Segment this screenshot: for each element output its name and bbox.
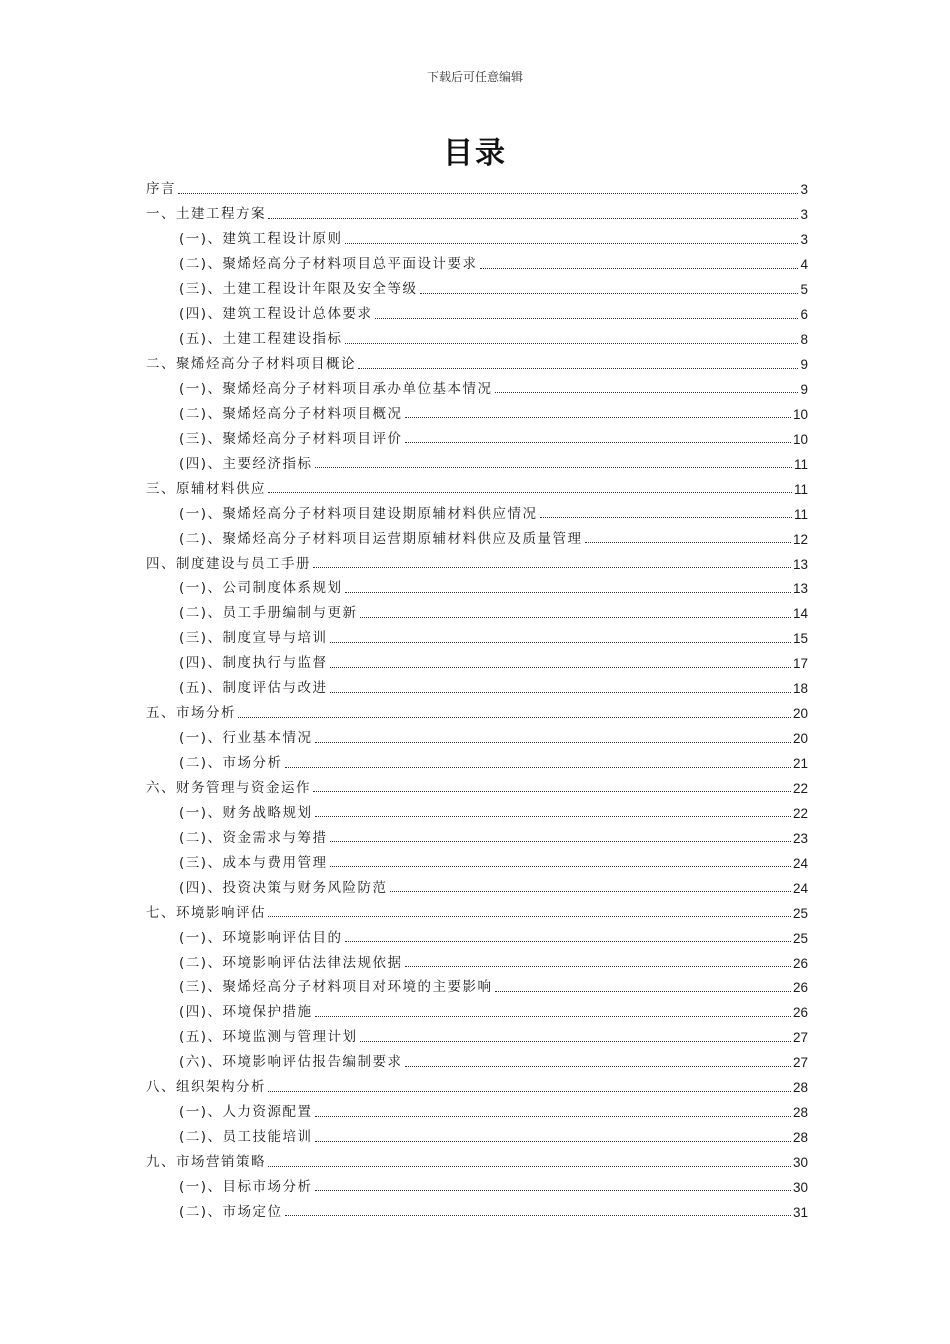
toc-entry-label: (一)、目标市场分析 bbox=[179, 1178, 313, 1195]
toc-leader-dots bbox=[268, 217, 798, 219]
toc-leader-dots bbox=[315, 741, 791, 743]
toc-entry[interactable] bbox=[146, 749, 808, 774]
toc-entry-page-number: 9 bbox=[800, 357, 808, 372]
toc-entry[interactable] bbox=[146, 1023, 808, 1048]
toc-leader-dots bbox=[495, 990, 791, 992]
toc-entry[interactable] bbox=[146, 574, 808, 599]
toc-entry[interactable] bbox=[146, 1197, 808, 1222]
toc-entry[interactable] bbox=[146, 1173, 808, 1198]
toc-entry-label: (六)、环境影响评估报告编制要求 bbox=[179, 1054, 403, 1071]
toc-entry-page-number: 12 bbox=[792, 531, 808, 547]
toc-leader-dots bbox=[268, 915, 791, 917]
toc-entry-page-number: 27 bbox=[792, 1030, 808, 1046]
toc-entry-label: (一)、聚烯烃高分子材料项目承办单位基本情况 bbox=[179, 380, 493, 397]
toc-entry-page-number: 20 bbox=[792, 731, 808, 747]
toc-entry[interactable] bbox=[146, 250, 808, 275]
toc-entry[interactable] bbox=[146, 649, 808, 674]
toc-entry[interactable] bbox=[146, 599, 808, 624]
toc-entry-label: (四)、制度执行与监督 bbox=[179, 655, 328, 672]
toc-entry-page-number: 31 bbox=[792, 1204, 808, 1220]
toc-entry-label: (二)、聚烯烃高分子材料项目总平面设计要求 bbox=[179, 256, 478, 273]
toc-leader-dots bbox=[330, 691, 791, 693]
toc-entry[interactable] bbox=[146, 549, 808, 574]
toc-entry-label: 一、土建工程方案 bbox=[146, 206, 266, 223]
toc-leader-dots bbox=[313, 566, 791, 568]
toc-leader-dots bbox=[315, 466, 792, 468]
toc-entry-page-number: 3 bbox=[800, 182, 808, 198]
toc-entry-page-number: 3 bbox=[800, 207, 808, 223]
toc-entry-label: (四)、主要经济指标 bbox=[179, 455, 313, 472]
toc-leader-dots bbox=[358, 367, 798, 369]
toc-entry[interactable] bbox=[146, 948, 808, 973]
toc-entry-label: 序言 bbox=[146, 181, 176, 198]
toc-leader-dots bbox=[495, 391, 799, 393]
toc-entry-page-number: 23 bbox=[792, 830, 808, 846]
page-title: 目录 bbox=[443, 136, 507, 171]
toc-entry[interactable] bbox=[146, 998, 808, 1023]
toc-leader-dots bbox=[345, 591, 791, 593]
toc-entry-page-number: 26 bbox=[792, 955, 808, 971]
toc-entry-label: (三)、土建工程设计年限及安全等级 bbox=[179, 281, 418, 298]
toc-leader-dots bbox=[405, 416, 791, 418]
toc-entry-page-number: 14 bbox=[792, 606, 808, 622]
toc-leader-dots bbox=[313, 790, 791, 792]
toc-entry-page-number: 24 bbox=[792, 880, 808, 896]
toc-entry-page-number: 25 bbox=[792, 930, 808, 946]
toc-entry-page-number: 5 bbox=[800, 282, 808, 298]
toc-entry-label: (一)、建筑工程设计原则 bbox=[179, 231, 343, 248]
toc-entry[interactable] bbox=[146, 798, 808, 823]
toc-leader-dots bbox=[345, 342, 799, 344]
toc-entry-page-number: 13 bbox=[792, 581, 808, 597]
toc-entry[interactable] bbox=[146, 1123, 808, 1148]
toc-entry[interactable] bbox=[146, 200, 808, 225]
toc-entry-page-number: 26 bbox=[792, 1005, 808, 1021]
toc-entry[interactable] bbox=[146, 1098, 808, 1123]
toc-entry-label: 二、聚烯烃高分子材料项目概论 bbox=[146, 356, 356, 372]
toc-leader-dots bbox=[585, 541, 791, 543]
toc-entry-label: 三、原辅材料供应 bbox=[146, 480, 266, 497]
toc-leader-dots bbox=[315, 1140, 791, 1142]
toc-leader-dots bbox=[268, 1165, 791, 1167]
toc-entry[interactable] bbox=[146, 674, 808, 699]
toc-entry[interactable] bbox=[146, 1148, 808, 1173]
toc-entry[interactable] bbox=[146, 1048, 808, 1073]
toc-entry[interactable] bbox=[146, 499, 808, 524]
toc-entry-page-number: 22 bbox=[792, 780, 808, 796]
toc-leader-dots bbox=[315, 1189, 791, 1191]
toc-leader-dots bbox=[315, 815, 791, 817]
toc-entry-page-number: 20 bbox=[792, 706, 808, 722]
toc-leader-dots bbox=[405, 1065, 791, 1067]
toc-leader-dots bbox=[285, 766, 791, 768]
page-header: 下载后可任意编辑 bbox=[426, 70, 523, 84]
toc-entry-page-number: 10 bbox=[792, 431, 808, 447]
toc-leader-dots bbox=[315, 1015, 791, 1017]
toc-leader-dots bbox=[330, 666, 791, 668]
toc-entry-page-number: 13 bbox=[792, 556, 808, 572]
toc-entry-page-number: 25 bbox=[792, 905, 808, 921]
toc-entry[interactable] bbox=[146, 375, 808, 400]
toc-entry[interactable] bbox=[146, 973, 808, 998]
toc-leader-dots bbox=[375, 317, 799, 319]
toc-entry-page-number: 17 bbox=[792, 656, 808, 672]
toc-entry-page-number: 6 bbox=[800, 307, 808, 323]
toc-leader-dots bbox=[238, 716, 791, 718]
toc-entry-label: (一)、财务战略规划 bbox=[179, 804, 313, 821]
toc-entry-label: (五)、制度评估与改进 bbox=[179, 680, 328, 697]
toc-entry-label: 五、市场分析 bbox=[146, 705, 236, 722]
toc-entry-page-number: 22 bbox=[792, 805, 808, 821]
toc-entry-label: (二)、聚烯烃高分子材料项目运营期原辅材料供应及质量管理 bbox=[179, 530, 583, 547]
toc-entry-label: (四)、投资决策与财务风险防范 bbox=[179, 879, 388, 896]
toc-leader-dots bbox=[268, 491, 792, 493]
toc-entry-page-number: 28 bbox=[792, 1080, 808, 1096]
toc-leader-dots bbox=[345, 242, 799, 244]
toc-entry-label: (一)、行业基本情况 bbox=[179, 730, 313, 747]
toc-leader-dots bbox=[480, 267, 799, 269]
toc-entry-label: 九、市场营销策略 bbox=[146, 1154, 266, 1170]
toc-entry[interactable] bbox=[146, 724, 808, 749]
toc-leader-dots bbox=[360, 616, 791, 618]
toc-leader-dots bbox=[405, 965, 791, 967]
table-of-contents bbox=[146, 175, 808, 1222]
toc-entry-page-number: 11 bbox=[793, 506, 808, 522]
toc-entry-page-number: 30 bbox=[792, 1179, 808, 1195]
toc-entry-page-number: 11 bbox=[793, 481, 808, 497]
toc-entry-page-number: 10 bbox=[792, 406, 808, 422]
toc-entry-page-number: 4 bbox=[800, 257, 808, 273]
toc-leader-dots bbox=[330, 641, 791, 643]
toc-entry-label: (三)、聚烯烃高分子材料项目评价 bbox=[179, 430, 403, 447]
toc-entry-label: 七、环境影响评估 bbox=[146, 904, 266, 921]
toc-entry-label: (二)、市场定位 bbox=[179, 1203, 283, 1220]
toc-entry-label: (二)、环境影响评估法律法规依据 bbox=[179, 954, 403, 971]
toc-leader-dots bbox=[178, 192, 798, 194]
toc-entry-page-number: 21 bbox=[792, 756, 808, 771]
toc-entry[interactable] bbox=[146, 350, 808, 375]
toc-leader-dots bbox=[360, 1040, 791, 1042]
toc-entry-page-number: 3 bbox=[800, 232, 808, 248]
toc-entry[interactable] bbox=[146, 449, 808, 474]
toc-entry-label: 八、组织架构分析 bbox=[146, 1079, 266, 1096]
toc-leader-dots bbox=[330, 865, 791, 867]
toc-entry-label: (一)、环境影响评估目的 bbox=[179, 929, 343, 946]
toc-entry[interactable] bbox=[146, 275, 808, 300]
toc-entry-label: (二)、市场分析 bbox=[179, 755, 283, 771]
toc-entry-page-number: 9 bbox=[800, 381, 808, 397]
toc-entry-label: (一)、公司制度体系规划 bbox=[179, 580, 343, 597]
toc-entry[interactable] bbox=[146, 699, 808, 724]
toc-entry[interactable] bbox=[146, 300, 808, 325]
toc-entry-label: (一)、聚烯烃高分子材料项目建设期原辅材料供应情况 bbox=[179, 505, 538, 522]
toc-entry-label: (二)、员工技能培训 bbox=[179, 1129, 313, 1146]
toc-entry-label: (五)、土建工程建设指标 bbox=[179, 331, 343, 348]
toc-entry-label: 六、财务管理与资金运作 bbox=[146, 779, 311, 796]
toc-entry-page-number: 28 bbox=[792, 1130, 808, 1146]
toc-entry[interactable] bbox=[146, 325, 808, 350]
toc-entry[interactable] bbox=[146, 474, 808, 499]
toc-entry[interactable] bbox=[146, 873, 808, 898]
toc-entry-page-number: 18 bbox=[792, 681, 808, 697]
toc-entry[interactable] bbox=[146, 624, 808, 649]
toc-entry-page-number: 11 bbox=[793, 456, 808, 472]
toc-entry[interactable] bbox=[146, 823, 808, 848]
toc-entry-label: (一)、人力资源配置 bbox=[179, 1104, 313, 1121]
toc-entry-label: (四)、建筑工程设计总体要求 bbox=[179, 306, 373, 323]
toc-entry-label: 四、制度建设与员工手册 bbox=[146, 555, 311, 572]
toc-entry-page-number: 24 bbox=[792, 855, 808, 871]
toc-entry-page-number: 15 bbox=[792, 631, 808, 647]
toc-entry[interactable] bbox=[146, 898, 808, 923]
toc-leader-dots bbox=[330, 840, 791, 842]
toc-entry[interactable] bbox=[146, 524, 808, 549]
toc-entry[interactable] bbox=[146, 1073, 808, 1098]
toc-leader-dots bbox=[268, 1090, 791, 1092]
toc-leader-dots bbox=[285, 1214, 791, 1216]
toc-entry[interactable] bbox=[146, 923, 808, 948]
toc-entry-page-number: 30 bbox=[792, 1155, 808, 1170]
toc-leader-dots bbox=[315, 1115, 791, 1117]
toc-entry[interactable] bbox=[146, 424, 808, 449]
toc-leader-dots bbox=[345, 940, 791, 942]
toc-entry-label: (五)、环境监测与管理计划 bbox=[179, 1029, 358, 1046]
toc-entry-label: (三)、制度宣导与培训 bbox=[179, 630, 328, 647]
toc-entry[interactable] bbox=[146, 225, 808, 250]
toc-entry-page-number: 27 bbox=[792, 1055, 808, 1071]
toc-leader-dots bbox=[390, 890, 791, 892]
toc-entry-label: (二)、资金需求与筹措 bbox=[179, 829, 328, 846]
toc-leader-dots bbox=[540, 516, 792, 518]
toc-entry-label: (二)、员工手册编制与更新 bbox=[179, 605, 358, 622]
toc-entry-label: (三)、聚烯烃高分子材料项目对环境的主要影响 bbox=[179, 979, 493, 996]
toc-entry-page-number: 26 bbox=[792, 980, 808, 996]
toc-entry[interactable] bbox=[146, 774, 808, 799]
toc-entry-page-number: 8 bbox=[800, 332, 808, 348]
toc-entry[interactable] bbox=[146, 399, 808, 424]
toc-entry-label: (三)、成本与费用管理 bbox=[179, 854, 328, 871]
toc-leader-dots bbox=[420, 292, 799, 294]
toc-entry-label: (二)、聚烯烃高分子材料项目概况 bbox=[179, 405, 403, 422]
toc-entry[interactable] bbox=[146, 848, 808, 873]
toc-entry-page-number: 28 bbox=[792, 1105, 808, 1121]
toc-leader-dots bbox=[405, 441, 791, 443]
toc-entry[interactable] bbox=[146, 175, 808, 200]
toc-entry-label: (四)、环境保护措施 bbox=[179, 1004, 313, 1021]
